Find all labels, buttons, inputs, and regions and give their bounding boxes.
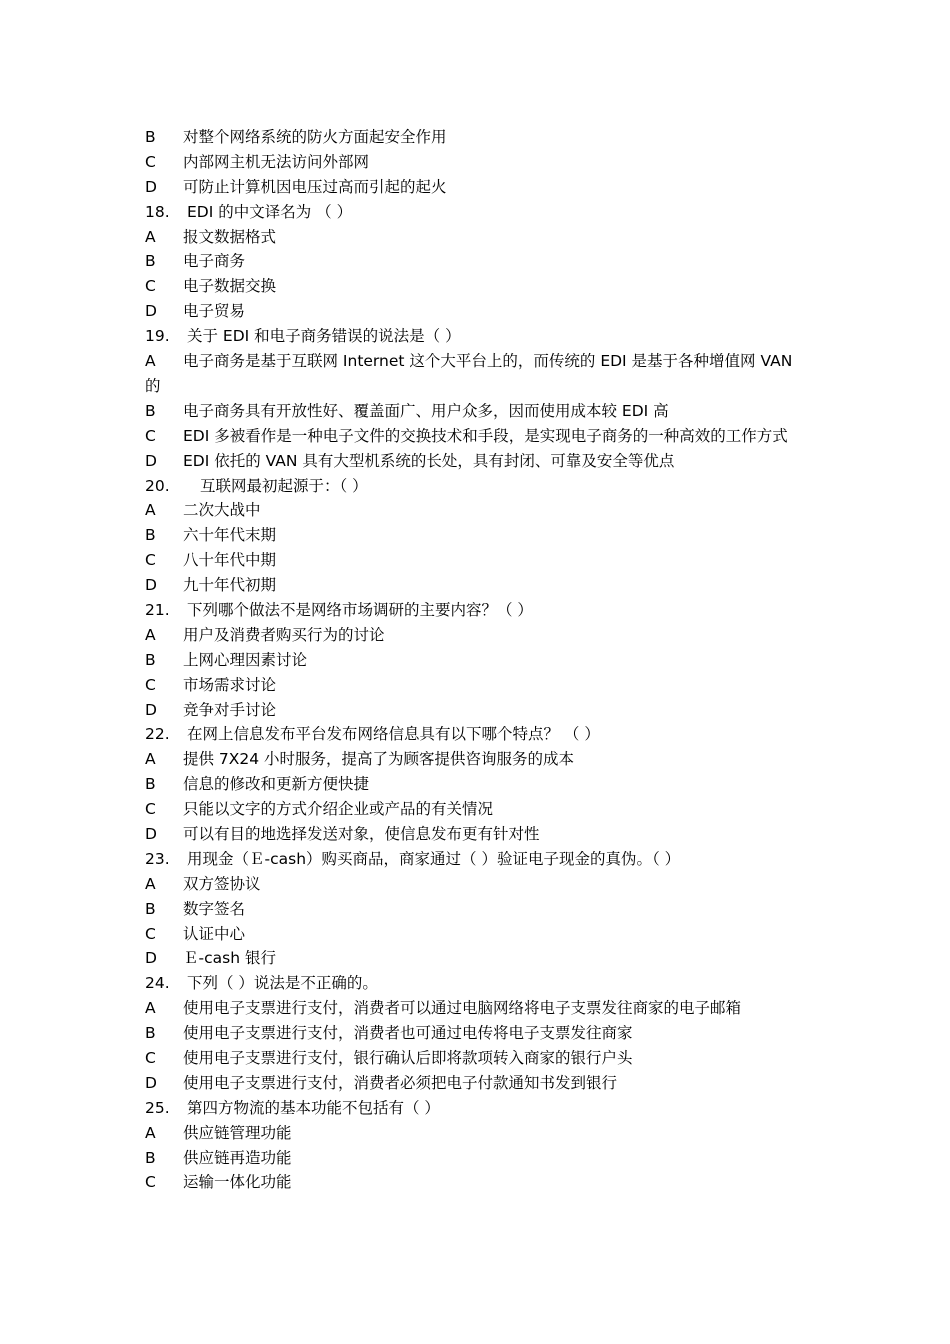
option-letter: B <box>145 650 156 669</box>
option-letter: A <box>145 750 156 769</box>
option-letter: B <box>145 1148 156 1167</box>
option-letter: C <box>145 924 156 943</box>
option-text: 电子商务具有开放性好、覆盖面广、用户众多，因而使用成本较 EDI 高 <box>183 401 669 420</box>
option-text: 竞争对手讨论 <box>183 700 277 719</box>
option-letter: D <box>145 949 157 968</box>
option-line <box>145 299 810 324</box>
option-letter: A <box>145 625 156 644</box>
option-letter: D <box>145 824 157 843</box>
question-text: 用现金（Ｅ-cash）购买商品，商家通过（ ）验证电子现金的真伪。（ ） <box>187 849 681 868</box>
option-letter: B <box>145 899 156 918</box>
option-letter: C <box>145 152 156 171</box>
option-line <box>145 1021 810 1046</box>
option-line <box>145 623 810 648</box>
option-letter: C <box>145 1049 156 1067</box>
option-text: 六十年代末期 <box>183 526 277 545</box>
option-line <box>145 1121 810 1146</box>
option-text: 使用电子支票进行支付，消费者必须把电子付款通知书发到银行 <box>183 1073 618 1092</box>
option-text: 二次大战中 <box>183 501 261 520</box>
question-list <box>145 125 810 1195</box>
question-line <box>145 1096 810 1121</box>
option-text: 九十年代初期 <box>183 576 277 595</box>
option-letter: D <box>145 302 157 321</box>
question-text: 第四方物流的基本功能不包括有（ ） <box>187 1098 440 1117</box>
option-line <box>145 424 810 449</box>
option-line <box>145 897 810 922</box>
question-line <box>145 324 810 349</box>
option-text: Ｅ-cash 银行 <box>183 949 276 968</box>
option-letter: B <box>145 526 156 545</box>
option-text: 上网心理因素讨论 <box>183 650 308 669</box>
option-letter: A <box>145 1123 156 1142</box>
question-text: 互联网最初起源于：（ ） <box>200 476 368 495</box>
option-letter: B <box>145 775 156 794</box>
question-number: 25. <box>145 1098 170 1117</box>
option-line <box>145 399 810 424</box>
option-letter: C <box>145 551 156 570</box>
option-line <box>145 349 810 399</box>
option-text: 电子数据交换 <box>183 277 277 296</box>
option-line <box>145 772 810 797</box>
option-letter: B <box>145 1024 156 1043</box>
question-number: 19. <box>145 327 170 346</box>
question-text: 关于 EDI 和电子商务错误的说法是（ ） <box>187 327 461 346</box>
option-text: 信息的修改和更新方便快捷 <box>183 775 370 794</box>
question-number: 23. <box>145 849 170 868</box>
option-line <box>145 1170 810 1195</box>
question-line <box>145 200 810 225</box>
option-text: 市场需求讨论 <box>183 675 277 694</box>
option-text: EDI 多被看作是一种电子文件的交换技术和手段，是实现电子商务的一种高效的工作方式 <box>183 426 788 445</box>
option-letter: B <box>145 252 156 271</box>
option-letter: B <box>145 401 156 420</box>
option-line <box>145 1046 810 1071</box>
option-line <box>145 249 810 274</box>
option-line <box>145 274 810 299</box>
question-line <box>145 474 810 499</box>
option-line <box>145 125 810 150</box>
option-text: 可防止计算机因电压过高而引起的起火 <box>183 177 447 196</box>
option-text: 电子商务是基于互联网 Internet 这个大平台上的，而传统的 EDI 是基于各种增值网 VAN 的 <box>145 352 793 395</box>
option-text: 只能以文字的方式介绍企业或产品的有关情况 <box>183 800 494 819</box>
question-line <box>145 722 810 747</box>
option-letter: A <box>145 501 156 520</box>
option-letter: D <box>145 451 157 470</box>
option-line <box>145 523 810 548</box>
option-text: 用户及消费者购买行为的讨论 <box>183 625 385 644</box>
option-letter: C <box>145 277 156 296</box>
option-line <box>145 225 810 250</box>
option-line <box>145 449 810 474</box>
option-letter: D <box>145 700 157 719</box>
option-text: 数字签名 <box>183 899 246 918</box>
question-line <box>145 971 810 996</box>
option-text: 可以有目的地选择发送对象，使信息发布更有针对性 <box>183 824 540 843</box>
option-line <box>145 822 810 847</box>
option-text: 电子贸易 <box>183 302 246 321</box>
option-line <box>145 150 810 175</box>
option-letter: B <box>145 128 156 146</box>
option-text: 报文数据格式 <box>183 227 277 246</box>
option-text: 对整个网络系统的防火方面起安全作用 <box>183 128 447 146</box>
option-text: 使用电子支票进行支付，银行确认后即将款项转入商家的银行户头 <box>183 1049 633 1067</box>
question-number: 20. <box>145 476 170 495</box>
option-line <box>145 1071 810 1096</box>
option-text: 提供 7X24 小时服务，提高了为顾客提供咨询服务的成本 <box>183 750 575 769</box>
option-line <box>145 946 810 971</box>
option-letter: A <box>145 227 156 246</box>
question-text: 下列哪个做法不是网络市场调研的主要内容？（ ） <box>187 600 533 619</box>
question-line <box>145 847 810 872</box>
option-letter: D <box>145 576 157 595</box>
option-letter: A <box>145 999 156 1018</box>
option-line <box>145 548 810 573</box>
option-line <box>145 747 810 772</box>
option-text: 使用电子支票进行支付，消费者可以通过电脑网络将电子支票发往商家的电子邮箱 <box>183 999 742 1018</box>
option-letter: A <box>145 874 156 893</box>
option-line <box>145 573 810 598</box>
option-text: 运输一体化功能 <box>183 1173 292 1192</box>
option-text: 使用电子支票进行支付，消费者也可通过电传将电子支票发往商家 <box>183 1024 633 1043</box>
option-text: 供应链管理功能 <box>183 1123 292 1142</box>
option-line <box>145 797 810 822</box>
option-line <box>145 698 810 723</box>
option-text: 内部网主机无法访问外部网 <box>183 152 370 171</box>
question-number: 18. <box>145 202 170 221</box>
option-letter: D <box>145 1073 157 1092</box>
question-number: 24. <box>145 974 170 993</box>
option-line <box>145 1146 810 1171</box>
question-text: EDI 的中文译名为 （ ） <box>187 202 353 221</box>
option-text: 供应链再造功能 <box>183 1148 292 1167</box>
option-letter: C <box>145 426 156 445</box>
option-letter: C <box>145 675 156 694</box>
option-line <box>145 673 810 698</box>
question-text: 下列（ ）说法是不正确的。 <box>187 974 378 993</box>
option-text: 电子商务 <box>183 252 246 271</box>
question-text: 在网上信息发布平台发布网络信息具有以下哪个特点？ （ ） <box>187 725 600 744</box>
question-line <box>145 598 810 623</box>
option-line <box>145 498 810 523</box>
option-text: EDI 依托的 VAN 具有大型机系统的长处，具有封闭、可靠及安全等优点 <box>183 451 675 470</box>
option-letter: C <box>145 800 156 819</box>
option-text: 认证中心 <box>183 924 246 943</box>
option-letter: D <box>145 177 157 196</box>
option-letter: A <box>145 352 156 371</box>
question-number: 21. <box>145 600 170 619</box>
option-line <box>145 922 810 947</box>
option-line <box>145 648 810 673</box>
option-line <box>145 175 810 200</box>
option-text: 双方签协议 <box>183 874 261 893</box>
option-text: 八十年代中期 <box>183 551 277 570</box>
option-line <box>145 996 810 1021</box>
option-letter: C <box>145 1173 156 1192</box>
option-line <box>145 872 810 897</box>
question-number: 22. <box>145 725 170 744</box>
